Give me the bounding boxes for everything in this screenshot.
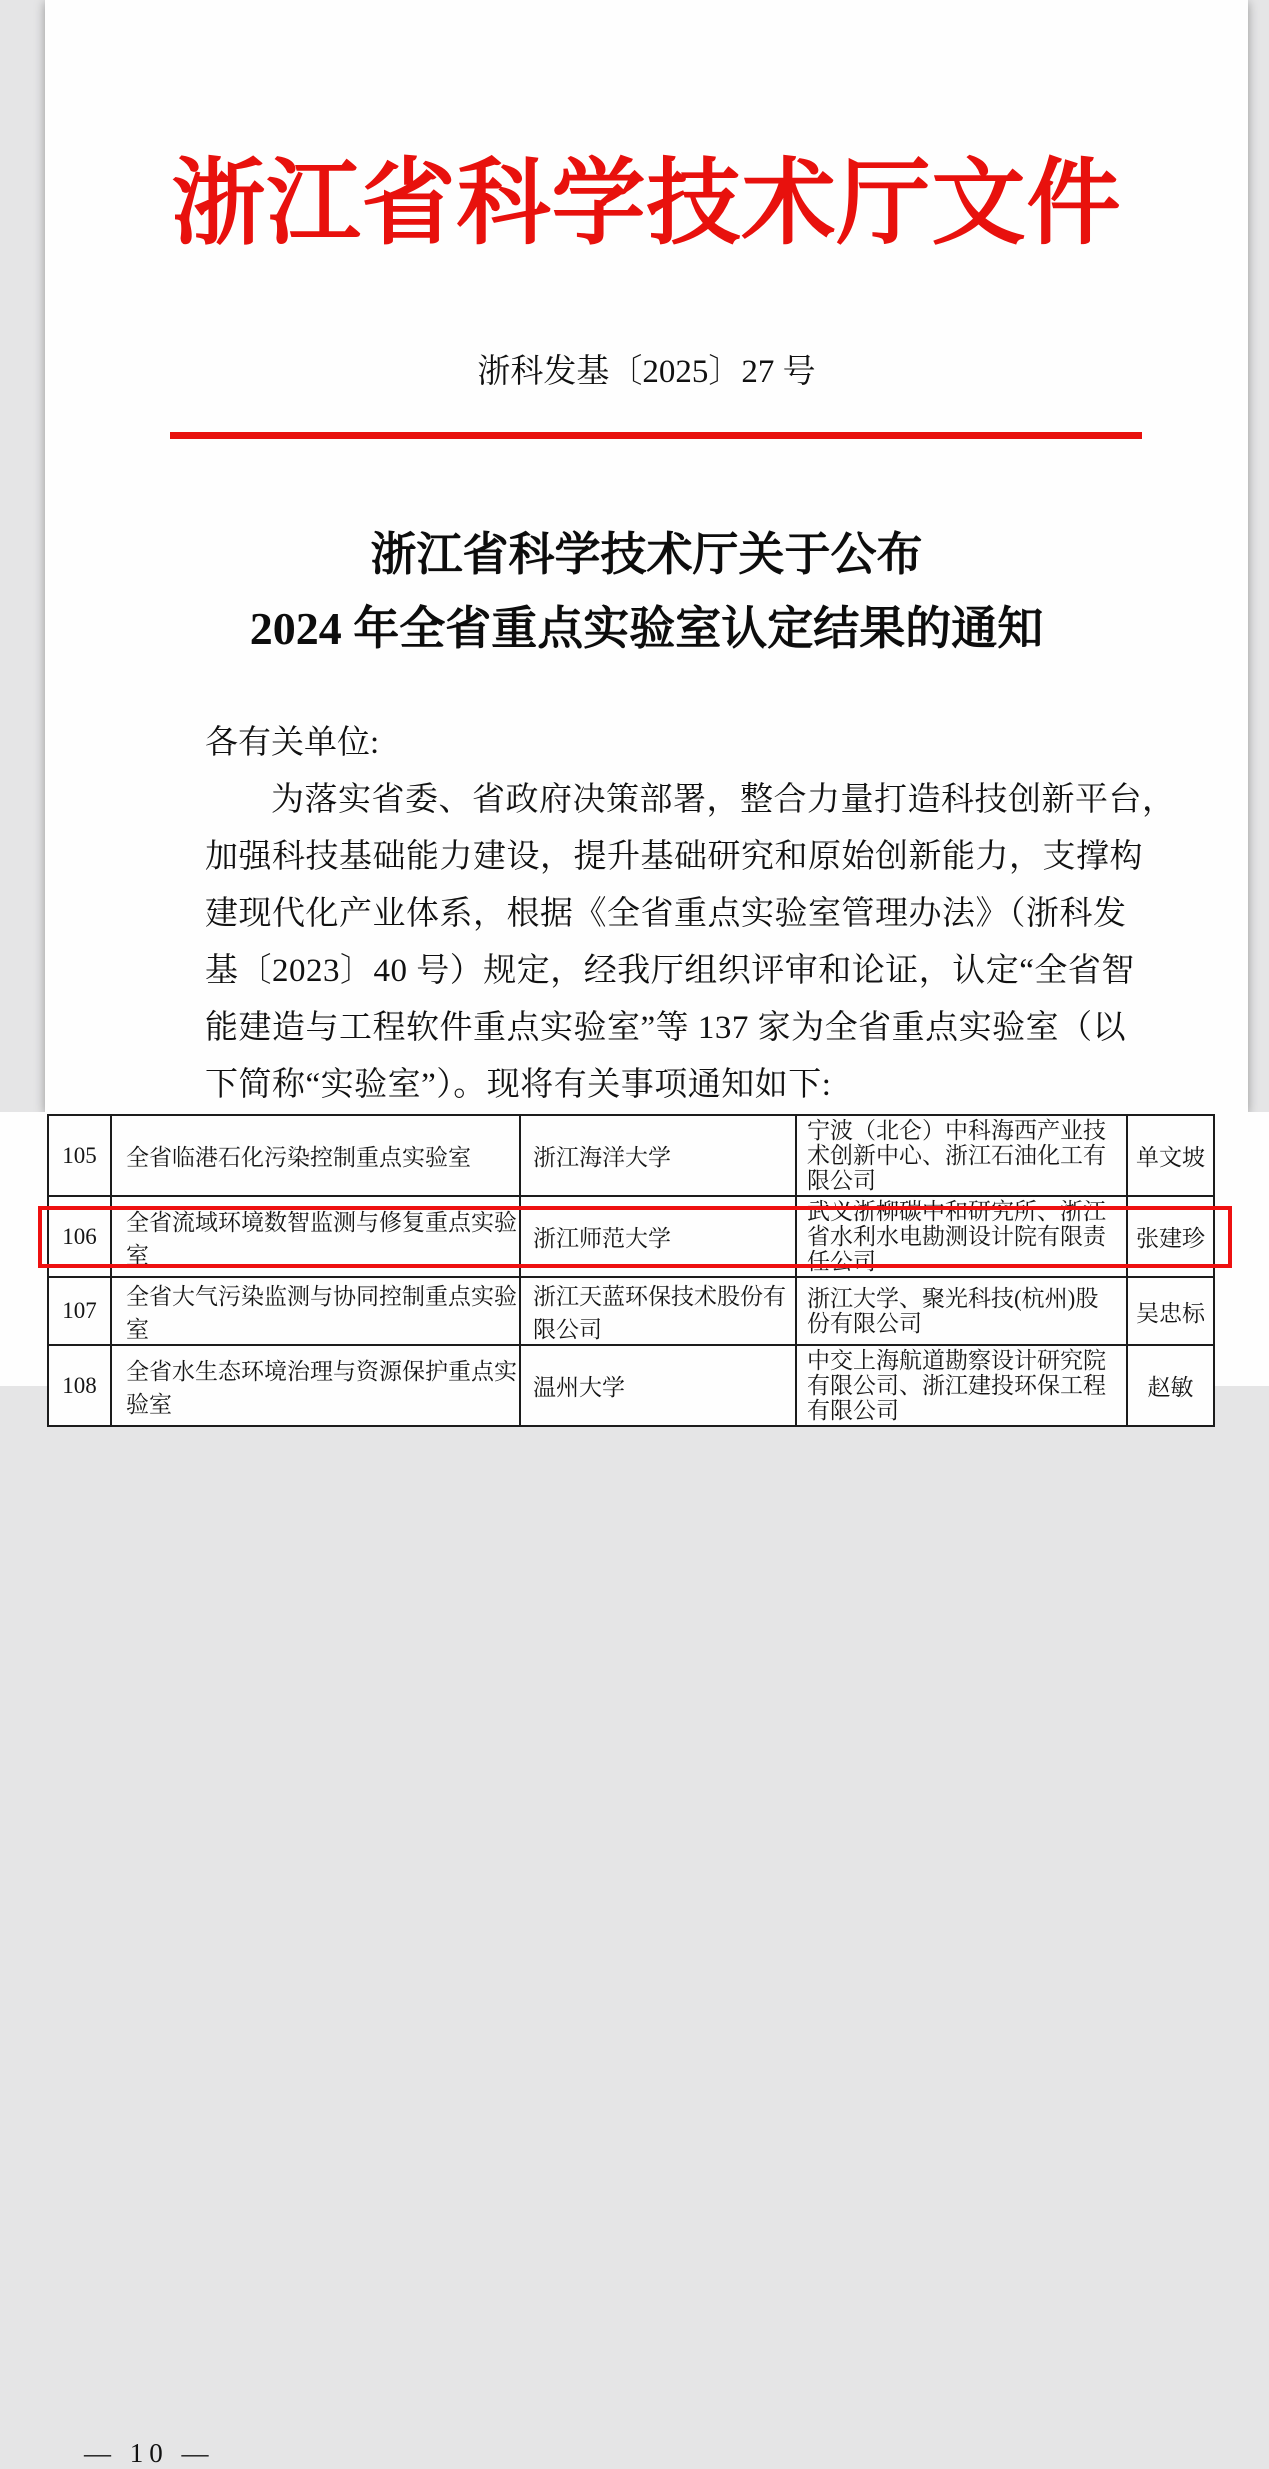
lab-name-cell: 全省水生态环境治理与资源保护重点实验室 [111,1345,520,1426]
notice-title-line2: 2024 年全省重点实验室认定结果的通知 [249,603,1044,654]
lab-name-cell: 全省流域环境数智监测与修复重点实验室 [111,1196,520,1277]
document-number: 浙科发基〔2025〕27 号 [477,354,816,390]
table-row-105 [48,1115,1214,1196]
row-number-cell: 105 [48,1115,111,1196]
table-row-106 [48,1196,1214,1277]
page-number: — 10 — [84,2438,215,2468]
director-cell: 单文坡 [1127,1115,1214,1196]
body-line: 加强科技基础能力建设，提升基础研究和原始创新能力，支撑构 [205,839,1143,875]
notice-title [45,518,1248,666]
agency-banner-title: 浙江省科学技术厅文件 [171,152,1122,256]
director-cell: 吴忠标 [1127,1277,1214,1345]
host-unit-cell: 浙江海洋大学 [520,1115,796,1196]
row-number-cell: 108 [48,1345,111,1426]
body-line: 基〔2023〕40 号）规定，经我厅组织评审和论证，认定“全省智 [205,953,1135,989]
director-cell: 张建珍 [1127,1196,1214,1277]
partner-units-cell: 浙江大学、聚光科技(杭州)股份有限公司 [796,1277,1127,1345]
host-unit-cell: 浙江天蓝环保技术股份有限公司 [520,1277,796,1345]
partner-units-cell: 中交上海航道勘察设计研究院有限公司、浙江建投环保工程有限公司 [796,1345,1127,1426]
salutation-line: 各有关单位: [205,725,380,761]
table-row-107-highlighted [48,1277,1214,1345]
lab-name-cell: 全省临港石化污染控制重点实验室 [111,1115,520,1196]
host-unit-cell: 浙江师范大学 [520,1196,796,1277]
row-number-cell: 106 [48,1196,111,1277]
table-sheet [0,1112,1269,2468]
results-table [47,1114,1215,1427]
body-line: 能建造与工程软件重点实验室”等 137 家为全省重点实验室（以 [205,1010,1127,1046]
red-divider-rule [170,432,1142,439]
lab-name-cell: 全省大气污染监测与协同控制重点实验室 [111,1277,520,1345]
body-line: 为落实省委、省政府决策部署，整合力量打造科技创新平台， [271,782,1176,818]
host-unit-cell: 温州大学 [520,1345,796,1426]
partner-units-cell: 武义浙柳碳中和研究所、浙江省水利水电勘测设计院有限责任公司 [796,1196,1127,1277]
body-paragraph [205,772,1176,1114]
body-line: 建现代化产业体系，根据《全省重点实验室管理办法》（浙科发 [205,896,1127,932]
document-page [45,0,1248,1112]
notice-title-line1: 浙江省科学技术厅关于公布 [370,529,923,580]
body-line: 下简称“实验室”）。现将有关事项通知如下: [205,1067,832,1103]
row-number-cell: 107 [48,1277,111,1345]
partner-units-cell: 宁波（北仑）中科海西产业技术创新中心、浙江石油化工有限公司 [796,1115,1127,1196]
director-cell: 赵敏 [1127,1345,1214,1426]
